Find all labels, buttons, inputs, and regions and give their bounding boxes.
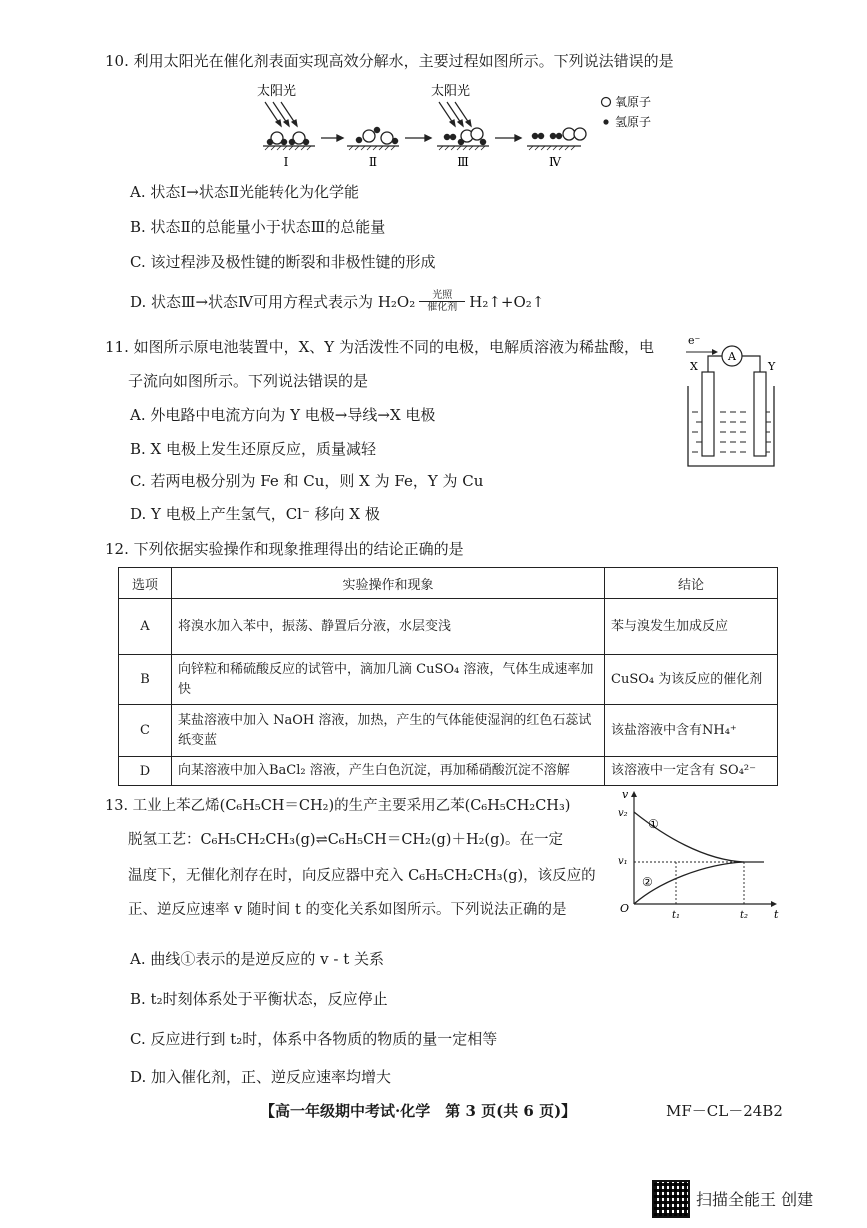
experiment-table — [118, 567, 778, 786]
v2-label: v₂ — [618, 808, 628, 819]
galvanic-cell-diagram — [676, 330, 788, 475]
table-row — [119, 655, 778, 705]
q10-option-c: C. 该过程涉及极性键的断裂和非极性键的形成 — [130, 253, 436, 271]
q11-option-b: B. X 电极上发生还原反应，质量减轻 — [130, 440, 377, 458]
t-axis-label: t — [774, 908, 779, 921]
sunlight-label-1: 太阳光 — [257, 84, 297, 99]
q11-stem-line2: 子流向如图所示。下列说法错误的是 — [128, 372, 369, 390]
state-label-1: Ⅰ — [283, 155, 289, 169]
state2-molecules — [356, 127, 397, 144]
qr-code-icon — [652, 1180, 690, 1218]
rate-time-graph — [614, 786, 784, 922]
t2-label: t₂ — [740, 910, 749, 921]
electrode-y-label: Y — [768, 360, 776, 373]
curve1-label: ① — [648, 817, 659, 831]
row-d-conclusion: 该溶液中一定含有 SO₄²⁻ — [605, 757, 778, 786]
sun-rays-1 — [265, 102, 297, 126]
row-b-conclusion: CuSO₄ 为该反应的催化剂 — [605, 655, 778, 705]
scanner-watermark: 扫描全能王 创建 — [696, 1190, 814, 1209]
t1-label: t₁ — [672, 910, 681, 921]
row-a-conclusion: 苯与溴发生加成反应 — [605, 599, 778, 655]
q13-option-c: C. 反应进行到 t₂时，体系中各物质的物质的量一定相等 — [130, 1030, 498, 1048]
v1-label: v₁ — [618, 856, 628, 867]
row-a-operation: 将溴水加入苯中，振荡、静置后分液，水层变浅 — [172, 599, 605, 655]
table-row — [119, 705, 778, 757]
legend-hydrogen-symbol — [603, 119, 608, 124]
q10-stem: 10. 利用太阳光在催化剂表面实现高效分解水，主要过程如图所示。下列说法错误的是 — [105, 52, 674, 70]
q11-option-a: A. 外电路中电流方向为 Y 电极→导线→X 电极 — [130, 406, 436, 424]
state4-molecules — [532, 128, 586, 140]
q13-stem-line2: 脱氢工艺：C₆H₅CH₂CH₃(g)⇌C₆H₅CH＝CH₂(g)＋H₂(g)。在一定 — [128, 832, 564, 848]
condition-top: 光照 — [432, 290, 453, 301]
row-d-option: D — [119, 757, 172, 786]
q10-option-b: B. 状态Ⅱ的总能量小于状态Ⅲ的总能量 — [130, 218, 386, 236]
q12-stem: 12. 下列依据实验操作和现象推理得出的结论正确的是 — [105, 540, 464, 558]
electrode-x — [702, 372, 714, 456]
exam-code: MF－CL－24B2 — [666, 1102, 783, 1120]
row-b-operation: 向锌粒和稀硫酸反应的试管中，滴加几滴 CuSO₄ 溶液，气体生成速率加快 — [172, 655, 605, 705]
row-c-option: C — [119, 705, 172, 757]
process-arrows — [321, 135, 521, 141]
q10-option-d-suffix: H₂↑+O₂↑ — [469, 292, 545, 311]
state1-molecules — [267, 132, 308, 145]
q11-stem-line1: 11. 如图所示原电池装置中，X、Y 为活泼性不同的电极，电解质溶液为稀盐酸，电 — [105, 338, 654, 356]
electrode-x-label: X — [690, 360, 698, 373]
q13-stem-line1: 13. 工业上苯乙烯(C₆H₅CH＝CH₂)的生产主要采用乙苯(C₆H₅CH₂CH₃) — [105, 798, 571, 814]
row-d-operation: 向某溶液中加入BaCl₂ 溶液，产生白色沉淀，再加稀硝酸沉淀不溶解 — [172, 757, 605, 786]
v-axis-label: v — [622, 788, 629, 801]
legend-hydrogen-label: 氢原子 — [615, 115, 652, 129]
state-label-4: Ⅳ — [549, 155, 561, 169]
q13-option-a: A. 曲线①表示的是逆反应的 v - t 关系 — [130, 950, 385, 968]
electrode-y — [754, 372, 766, 456]
legend-oxygen-symbol — [602, 98, 611, 107]
q13-option-b: B. t₂时刻体系处于平衡状态，反应停止 — [130, 990, 388, 1008]
page-footer: 【高一年级期中考试·化学 第 3 页(共 6 页)】 — [260, 1102, 577, 1120]
curve2-label: ② — [642, 875, 653, 889]
row-b-option: B — [119, 655, 172, 705]
q11-option-d: D. Y 电极上产生氢气，Cl⁻ 移向 X 极 — [130, 505, 380, 523]
water-splitting-diagram — [255, 80, 675, 172]
q13-stem-line4: 正、逆反应速率 v 随时间 t 的变化关系如图所示。下列说法正确的是 — [128, 902, 567, 918]
q10-option-d — [130, 290, 544, 313]
header-option: 选项 — [119, 568, 172, 599]
sunlight-label-2: 太阳光 — [431, 84, 471, 99]
condition-bottom: 催化剂 — [427, 302, 458, 313]
q11-option-c: C. 若两电极分别为 Fe 和 Cu，则 X 为 Fe，Y 为 Cu — [130, 472, 484, 490]
state-label-3: Ⅲ — [457, 155, 469, 169]
legend-oxygen-label: 氧原子 — [615, 95, 652, 109]
row-c-operation: 某盐溶液中加入 NaOH 溶液，加热，产生的气体能使湿润的红色石蕊试纸变蓝 — [172, 705, 605, 757]
q10-option-a: A. 状态Ⅰ→状态Ⅱ光能转化为化学能 — [130, 183, 360, 201]
header-conclusion: 结论 — [605, 568, 778, 599]
table-row — [119, 757, 778, 786]
table-row — [119, 599, 778, 655]
ammeter-label: A — [728, 350, 736, 363]
q13-option-d: D. 加入催化剂，正、逆反应速率均增大 — [130, 1068, 392, 1086]
q10-option-d-prefix: D. 状态Ⅲ→状态Ⅳ可用方程式表示为 H₂O₂ — [130, 293, 416, 311]
reaction-condition — [419, 290, 465, 313]
row-a-option: A — [119, 599, 172, 655]
q13-stem-line3: 温度下，无催化剂存在时，向反应器中充入 C₆H₅CH₂CH₃(g)，该反应的 — [128, 868, 596, 884]
table-header-row — [119, 568, 778, 599]
row-c-conclusion: 该盐溶液中含有NH₄⁺ — [605, 705, 778, 757]
state3-molecules — [444, 128, 485, 145]
state-label-2: Ⅱ — [368, 155, 378, 169]
sun-rays-3 — [439, 102, 471, 126]
header-operation: 实验操作和现象 — [172, 568, 605, 599]
origin-label: O — [620, 902, 630, 915]
electron-label: e⁻ — [688, 334, 701, 347]
